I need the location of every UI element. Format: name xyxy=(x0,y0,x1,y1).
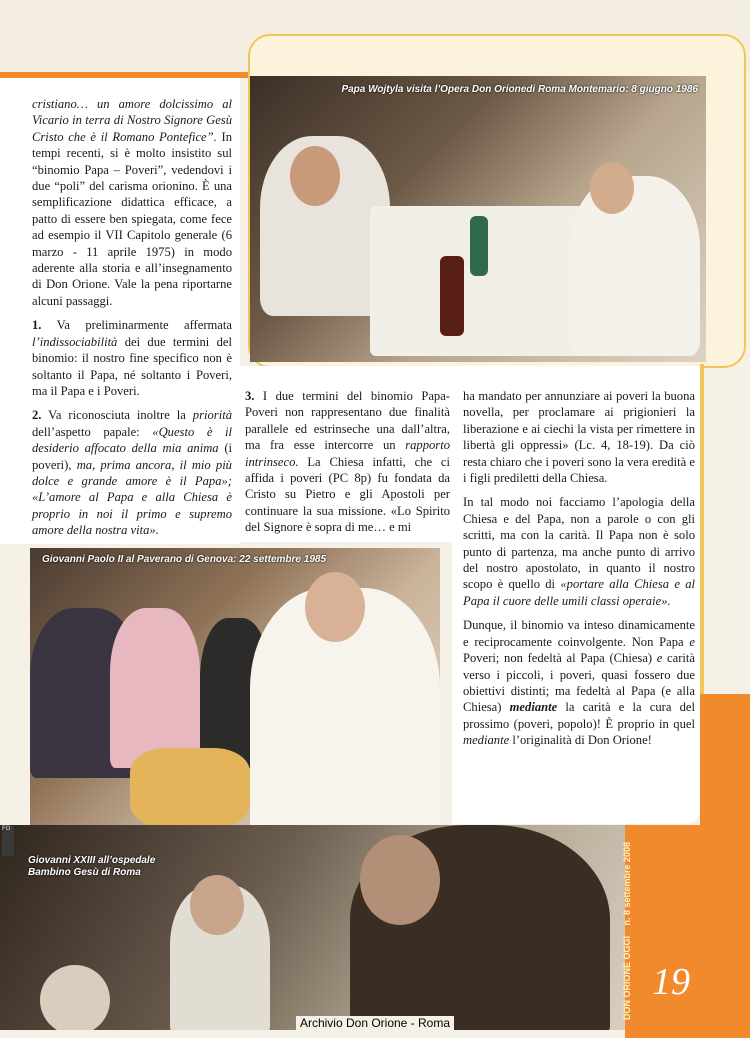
figure-woman-pink xyxy=(110,608,200,768)
figure-child xyxy=(130,748,250,828)
figure-face xyxy=(290,146,340,206)
photo-giovanni-xxiii xyxy=(0,825,625,1030)
photo2-caption: Giovanni Paolo II al Paverano di Genova: 22 settembre 1985 xyxy=(42,554,326,565)
point-1-italic: l’indissociabilità xyxy=(32,334,118,349)
figure-pope xyxy=(570,176,700,356)
photo1-caption: Papa Wojtyla visita l’Opera Don Orionedi Roma Montemario: 8 giugno 1986 xyxy=(341,84,698,95)
binomio-text-e: l’originalità di Don Orione! xyxy=(509,733,652,748)
binomio-paragraph xyxy=(463,617,695,748)
magazine-sidebar-label xyxy=(622,842,632,1020)
figure-pope-john-face xyxy=(360,835,440,925)
point-2-text-a: Va riconosciuta inoltre la xyxy=(41,408,193,423)
point-2-text-c: (i poveri), xyxy=(32,441,233,472)
point-2-number: 2. xyxy=(32,408,42,423)
text-column-3 xyxy=(463,388,695,757)
intro-paragraph xyxy=(32,96,232,309)
point-2-italic-3: ma, prima ancora, il mio più dolce e grande amore è il Papa»; «L’amore al Papa e alla Chiesa è proprio in noi il primo e supremo amore della nostra vita». xyxy=(32,457,232,538)
intro-quote: cristiano… un amore dolcissimo al Vicario in terra di Nostro Signore Gesù Cristo che è il Romano Pontefice”. xyxy=(32,97,232,144)
figure-pope-face xyxy=(305,572,365,642)
point-1 xyxy=(32,317,232,399)
issue-info: n. 8 settembre 2008 xyxy=(622,841,632,926)
point-3-text-a: I due termini del binomio Papa-Poveri non rappresentano due finalità parallele ed estrinseche una dall’altra, ma fra esse intercorre un xyxy=(245,389,450,453)
text-column-2 xyxy=(245,388,450,544)
binomio-e-2: e xyxy=(656,651,663,666)
water-bottle xyxy=(470,216,488,276)
point-1-number: 1. xyxy=(32,318,42,333)
binomio-mediante-2: mediante xyxy=(463,733,510,748)
point-2-italic-1: priorità xyxy=(192,408,232,423)
point-1-text-b: dei due termini del binomio: il nostro fine specifico non è soltanto il Papa, né soltanto i Poveri, ma il Papa e i Poveri. xyxy=(32,334,232,398)
apologia-paragraph xyxy=(463,494,695,609)
magazine-title: DON ORIONE OGGI xyxy=(622,935,632,1020)
point-2-text-b: dell’aspetto papale: xyxy=(32,424,153,439)
point-3-text-b: La Chiesa infatti, che ci affida i poveri (PC 8p) fu fondata da Cristo su Pietro e gli Apostoli per continuare la sua missione. «Lo Spirito del Signore è sopra di me… e mi xyxy=(245,454,450,535)
text-column-1 xyxy=(32,96,232,547)
binomio-e-1: e xyxy=(689,634,695,649)
orange-strip xyxy=(625,825,700,1038)
photo3-caption-line2: Bambino Gesù di Roma xyxy=(28,867,141,878)
point-2-italic-2: «Questo è il desiderio affocato della mia anima xyxy=(32,424,232,456)
photo-wojtyla-montemario xyxy=(250,76,706,362)
point-3 xyxy=(245,388,450,536)
point-3-number: 3. xyxy=(245,389,255,403)
binomio-text-c: carità verso i piccoli, i poveri, quasi fossero due obiettivi distinti; ma fedeltà al Papa (e alla Chiesa) xyxy=(463,651,696,715)
archive-badge: FO xyxy=(2,826,14,856)
frame-edge xyxy=(700,364,704,694)
archive-footer-text: Archivio Don Orione - Roma xyxy=(296,1016,454,1030)
binomio-text-a: Dunque, il binomio va inteso dinamicamente e reciprocamente coinvolgente. Non Papa xyxy=(463,618,695,649)
point-3-italic: rapporto intrinseco. xyxy=(245,438,450,469)
apologia-text: In tal modo noi facciamo l’apologia della Chiesa e del Papa, non a parole o con gli scritti, ma con la carità. Il Papa non è solo punto di partenza, ma anche punto di arrivo del nostro apostolato, in quanto il nostro scopo è quello di xyxy=(463,495,695,592)
wine-bottle xyxy=(440,256,464,336)
figure-pope-face xyxy=(590,162,634,214)
binomio-text-b: Poveri; non fedeltà al Papa (Chiesa) xyxy=(463,651,657,666)
orange-side-block xyxy=(700,694,750,1038)
photo3-caption xyxy=(28,855,155,879)
intro-body: In tempi recenti, si è molto insistito sul “binomio Papa – Poveri”, vedendovi i due “poli” del carisma orionino. È una semplificazione didattica efficace, a patto di essere ben spiegata, come fece ad esempio il VII Capitolo generale (6 marzo - 11 aprile 1975) in modo aderente alla storia e all’insegnamento di Don Orione. Vale la pena riportarne alcuni passaggi. xyxy=(32,129,233,308)
point-2 xyxy=(32,407,232,538)
apologia-quote: «portare alla Chiesa e al Papa il cuore delle umili classi operaie». xyxy=(463,577,696,608)
figure-girl-face xyxy=(190,875,244,935)
photo-paverano-genova xyxy=(30,548,440,836)
binomio-text-d: la carità e la cura del prossimo (poveri, popolo)! È proprio in quel xyxy=(463,700,695,731)
photo3-caption-line1: Giovanni XXIII all’ospedale xyxy=(28,855,156,866)
archive-footer xyxy=(0,1016,750,1030)
point-1-text-a: Va preliminarmente affermata xyxy=(41,318,232,333)
continuation-paragraph: ha mandato per annunziare ai poveri la buona novella, per proclamare ai prigionieri la liberazione e ai ciechi la vista per rimettere in libertà gli oppressi» (Lc. 4, 18-19). Da ciò resta chiaro che i poveri sono la vera eredità e i figli prediletti della Chiesa. xyxy=(463,389,695,486)
binomio-mediante-1: mediante xyxy=(509,700,558,715)
page-number: 19 xyxy=(652,961,690,1003)
